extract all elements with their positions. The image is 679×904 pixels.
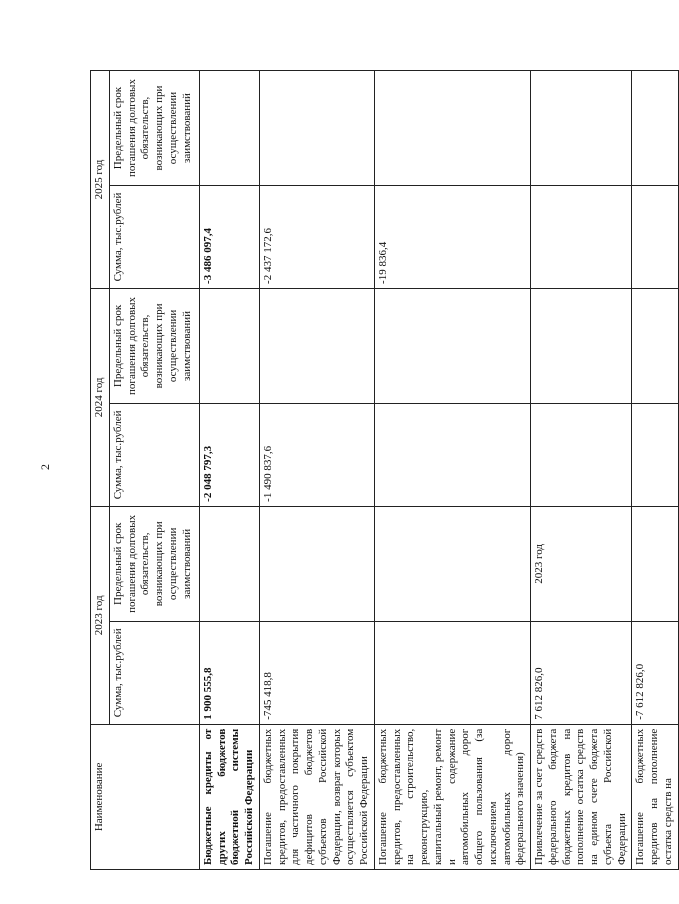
cell-term-2023 bbox=[199, 506, 259, 621]
cell-term-2024 bbox=[632, 288, 678, 403]
cell-term-2025 bbox=[374, 71, 530, 186]
cell-term-2023: 2023 год bbox=[531, 506, 632, 621]
header-name: Наименование bbox=[91, 724, 200, 869]
cell-sum-2025 bbox=[531, 186, 632, 289]
cell-sum-2024 bbox=[374, 403, 530, 506]
budget-credits-table bbox=[90, 70, 679, 870]
cell-sum-2023 bbox=[374, 621, 530, 724]
header-term-2025: Предельный срок погашения долговых обязательств, возникающих при осуществлении заимствований bbox=[109, 71, 199, 186]
cell-sum-2023: -7 612 826,0 bbox=[632, 621, 678, 724]
table-row bbox=[632, 71, 678, 870]
rotated-table-container bbox=[90, 70, 674, 870]
cell-sum-2024 bbox=[531, 403, 632, 506]
row-name: Привлечение за счет средств федерального бюджета бюджетных кредитов на пополнение остатка средств на едином счете бюджета субъекта Российской Федерации bbox=[531, 724, 632, 869]
cell-sum-2024: -2 048 797,3 bbox=[199, 403, 259, 506]
cell-term-2024 bbox=[374, 288, 530, 403]
table-row bbox=[259, 71, 374, 870]
cell-sum-2025: -19 836,4 bbox=[374, 186, 530, 289]
row-name: Погашение бюджетных кредитов на пополнение остатка средств на bbox=[632, 724, 678, 869]
row-name: Бюджетные кредиты от других бюджетов бюджетной системы Российской Федерации bbox=[199, 724, 259, 869]
header-sum-2024: Сумма, тыс.рублей bbox=[109, 403, 199, 506]
cell-sum-2025: -3 486 097,4 bbox=[199, 186, 259, 289]
cell-term-2025 bbox=[259, 71, 374, 186]
header-sum-2023: Сумма, тыс.рублей bbox=[109, 621, 199, 724]
cell-sum-2025 bbox=[632, 186, 678, 289]
row-name: Погашение бюджетных кредитов, предоставленных на строительство, реконструкцию, капитальный ремонт, ремонт и содержание автомобильных дорог общего пользования (за исключением автомобильных дорог федерального значения) bbox=[374, 724, 530, 869]
header-year-2024: 2024 год bbox=[91, 288, 110, 506]
cell-sum-2023: -745 418,8 bbox=[259, 621, 374, 724]
cell-term-2025 bbox=[531, 71, 632, 186]
cell-sum-2023: 1 900 555,8 bbox=[199, 621, 259, 724]
header-term-2023: Предельный срок погашения долговых обязательств, возникающих при осуществлении заимствований bbox=[109, 506, 199, 621]
cell-sum-2024: -1 490 837,6 bbox=[259, 403, 374, 506]
cell-term-2023 bbox=[374, 506, 530, 621]
cell-sum-2025: -2 437 172,6 bbox=[259, 186, 374, 289]
cell-term-2024 bbox=[259, 288, 374, 403]
table-row bbox=[374, 71, 530, 870]
table-row bbox=[531, 71, 632, 870]
table-row bbox=[199, 71, 259, 870]
header-term-2024: Предельный срок погашения долговых обязательств, возникающих при осуществлении заимствований bbox=[109, 288, 199, 403]
header-year-2025: 2025 год bbox=[91, 71, 110, 289]
cell-term-2024 bbox=[531, 288, 632, 403]
cell-term-2023 bbox=[259, 506, 374, 621]
cell-sum-2023: 7 612 826,0 bbox=[531, 621, 632, 724]
row-name: Погашение бюджетных кредитов, предоставленных для частичного покрытия дефицитов бюджетов субъектов Российской Федерации, возврат которых осуществляется субъектом Российской Федерации bbox=[259, 724, 374, 869]
page-number: 2 bbox=[38, 464, 52, 470]
cell-sum-2024 bbox=[632, 403, 678, 506]
cell-term-2025 bbox=[632, 71, 678, 186]
header-sum-2025: Сумма, тыс.рублей bbox=[109, 186, 199, 289]
cell-term-2025 bbox=[199, 71, 259, 186]
header-year-2023: 2023 год bbox=[91, 506, 110, 724]
cell-term-2024 bbox=[199, 288, 259, 403]
cell-term-2023 bbox=[632, 506, 678, 621]
